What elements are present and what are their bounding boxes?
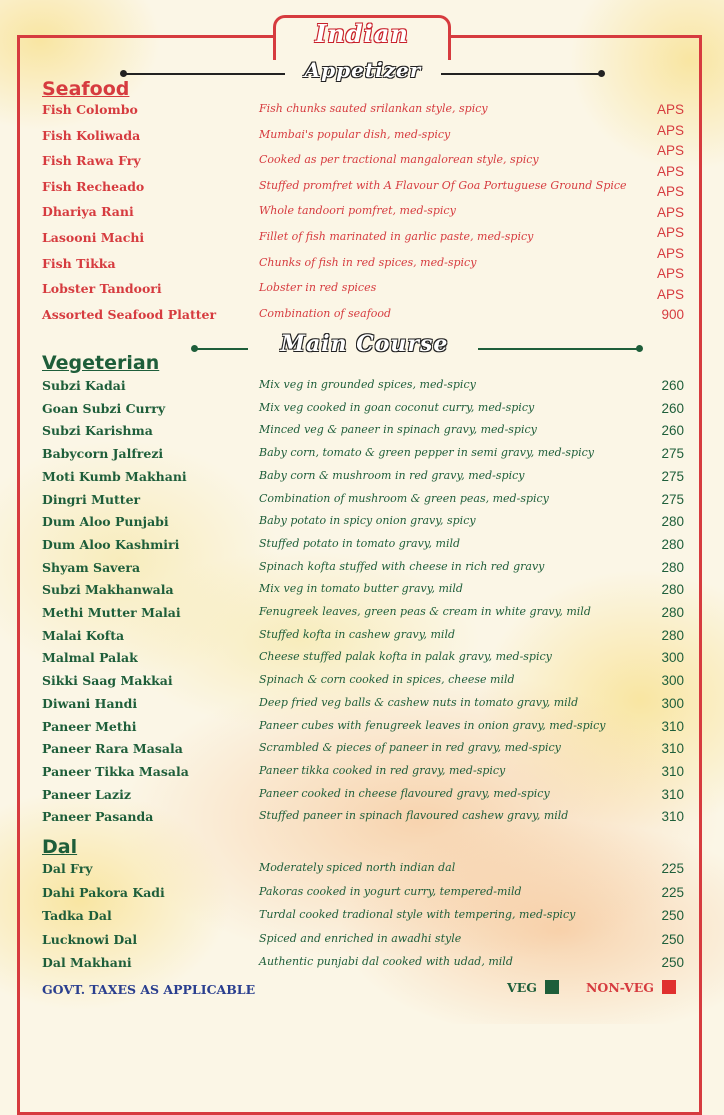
menu-item-price: 275 xyxy=(661,446,684,462)
seafood-price-aps: APS xyxy=(656,245,684,261)
menu-item-price: 300 xyxy=(661,695,684,711)
main-course-title: Main Course xyxy=(280,331,449,357)
divider-rule xyxy=(441,73,601,75)
menu-item-row xyxy=(0,204,724,226)
divider-dot xyxy=(598,70,605,77)
menu-item-price: 280 xyxy=(661,627,684,643)
menu-item-row xyxy=(0,492,724,514)
menu-item-name: Paneer Laziz xyxy=(42,786,131,802)
taxes-note: GOVT. TAXES AS APPLICABLE xyxy=(42,982,256,997)
menu-item-price: 310 xyxy=(661,786,684,802)
menu-item-name: Moti Kumb Makhani xyxy=(42,468,187,484)
menu-title: Indian xyxy=(315,19,409,48)
menu-item-description: Minced veg & paneer in spinach gravy, med-spicy xyxy=(259,423,537,437)
menu-item-description: Spinach kofta stuffed with cheese in rich red gravy xyxy=(259,559,545,573)
menu-item-price: 900 xyxy=(661,306,684,322)
veg-square-icon xyxy=(545,980,559,994)
menu-item-price: 300 xyxy=(661,650,684,666)
menu-item-price: 275 xyxy=(661,491,684,507)
menu-item-price: 260 xyxy=(661,400,684,416)
menu-item-row xyxy=(0,307,724,329)
appetizer-title: Appetizer xyxy=(304,58,422,82)
menu-item-price: 260 xyxy=(661,378,684,393)
section-heading-vegetarian: Vegeterian xyxy=(42,352,160,374)
menu-item-row xyxy=(0,932,724,954)
divider-rule xyxy=(125,73,285,75)
menu-item-row xyxy=(0,378,724,400)
divider-dot xyxy=(636,345,643,352)
menu-item-price: 310 xyxy=(661,809,684,825)
menu-item-description: Paneer cubes with fenugreek leaves in onion gravy, med-spicy xyxy=(259,718,606,732)
menu-item-name: Subzi Makhanwala xyxy=(42,582,174,598)
menu-item-description: Stuffed promfret with A Flavour Of Goa Portuguese Ground Spice xyxy=(259,178,627,192)
menu-item-description: Mix veg cooked in goan coconut curry, med-spicy xyxy=(259,400,535,414)
menu-item-price: 280 xyxy=(661,559,684,575)
menu-item-name: Paneer Rara Masala xyxy=(42,741,183,757)
menu-item-row xyxy=(0,256,724,278)
menu-item-name: Fish Recheado xyxy=(42,178,145,194)
menu-item-price: 250 xyxy=(661,908,684,923)
menu-item-description: Combination of seafood xyxy=(259,306,392,320)
menu-item-price: 250 xyxy=(661,955,684,970)
menu-item-row xyxy=(0,230,724,252)
menu-item-row xyxy=(0,809,724,831)
menu-item-name: Shyam Savera xyxy=(42,559,141,575)
nonveg-square-icon xyxy=(662,980,676,994)
seafood-price-aps: APS xyxy=(656,184,684,199)
divider-rule xyxy=(196,348,248,350)
menu-item-name: Paneer Methi xyxy=(42,718,137,734)
seafood-price-aps: APS xyxy=(656,266,684,281)
menu-item-price: 250 xyxy=(661,931,684,947)
menu-item-name: Assorted Seafood Platter xyxy=(42,306,217,322)
menu-item-row xyxy=(0,719,724,741)
menu-item-description: Paneer tikka cooked in red gravy, med-spicy xyxy=(259,763,506,777)
menu-item-row xyxy=(0,560,724,582)
menu-item-description: Fillet of fish marinated in garlic paste, med-spicy xyxy=(259,230,534,243)
menu-item-description: Cheese stuffed palak kofta in palak gravy, med-spicy xyxy=(259,650,552,664)
menu-item-name: Fish Colombo xyxy=(42,102,138,117)
menu-item-price: 300 xyxy=(661,673,684,689)
veg-label: VEG xyxy=(507,980,537,995)
section-heading-seafood: Seafood xyxy=(42,78,130,100)
menu-item-row xyxy=(0,102,724,124)
menu-item-row xyxy=(0,605,724,627)
menu-item-description: Fenugreek leaves, green peas & cream in white gravy, mild xyxy=(259,605,591,618)
divider-rule xyxy=(478,348,638,350)
menu-item-row xyxy=(0,281,724,303)
menu-item-name: Tadka Dal xyxy=(42,908,112,923)
menu-item-name: Dum Aloo Punjabi xyxy=(42,514,169,530)
menu-item-row xyxy=(0,128,724,150)
nonveg-legend xyxy=(586,980,676,995)
menu-item-price: 310 xyxy=(661,741,684,757)
menu-item-name: Fish Koliwada xyxy=(42,127,141,143)
menu-item-description: Chunks of fish in red spices, med-spicy xyxy=(259,255,477,269)
menu-item-description: Authentic punjabi dal cooked with udad, mild xyxy=(259,955,513,968)
menu-item-name: Lucknowi Dal xyxy=(42,931,138,947)
menu-item-description: Stuffed paneer in spinach flavoured cashew gravy, mild xyxy=(259,809,569,823)
menu-item-description: Paneer cooked in cheese flavoured gravy, med-spicy xyxy=(259,786,550,800)
menu-item-name: Malai Kofta xyxy=(42,627,125,643)
menu-item-row xyxy=(0,514,724,536)
nonveg-label: NON-VEG xyxy=(586,980,654,995)
menu-item-description: Scrambled & pieces of paneer in red gravy, med-spicy xyxy=(259,741,561,755)
seafood-price-aps: APS xyxy=(656,122,684,138)
menu-item-row xyxy=(0,582,724,604)
menu-item-description: Moderately spiced north indian dal xyxy=(259,861,456,874)
menu-item-name: Subzi Karishma xyxy=(42,423,153,439)
menu-item-name: Dhariya Rani xyxy=(42,204,134,220)
menu-item-description: Baby corn & mushroom in red gravy, med-spicy xyxy=(259,468,525,482)
menu-item-row xyxy=(0,469,724,491)
seafood-price-aps: APS xyxy=(656,143,684,158)
menu-item-row xyxy=(0,650,724,672)
menu-item-row xyxy=(0,885,724,907)
section-heading-dal: Dal xyxy=(42,836,78,858)
menu-item-price: 280 xyxy=(661,582,684,598)
menu-item-row xyxy=(0,908,724,930)
menu-item-name: Paneer Tikka Masala xyxy=(42,763,189,779)
menu-item-name: Sikki Saag Makkai xyxy=(42,673,173,689)
menu-item-description: Lobster in red spices xyxy=(259,281,377,295)
menu-item-description: Fish chunks sauted srilankan style, spicy xyxy=(259,102,488,115)
menu-item-price: 225 xyxy=(661,884,684,900)
menu-item-description: Baby potato in spicy onion gravy, spicy xyxy=(259,514,476,528)
menu-item-name: Subzi Kadai xyxy=(42,378,126,393)
menu-item-row xyxy=(0,787,724,809)
veg-legend xyxy=(507,980,559,995)
menu-item-name: Diwani Handi xyxy=(42,695,138,711)
menu-item-row xyxy=(0,179,724,201)
menu-item-name: Paneer Pasanda xyxy=(42,809,154,825)
menu-item-description: Combination of mushroom & green peas, med-spicy xyxy=(259,491,549,505)
menu-item-row xyxy=(0,673,724,695)
menu-item-name: Fish Tikka xyxy=(42,255,116,271)
menu-item-description: Deep fried veg balls & cashew nuts in tomato gravy, mild xyxy=(259,695,579,709)
seafood-price-aps: APS xyxy=(656,163,684,179)
menu-item-description: Pakoras cooked in yogurt curry, tempered-mild xyxy=(259,884,522,898)
seafood-price-aps: APS xyxy=(656,286,684,302)
seafood-price-aps: APS xyxy=(656,225,684,240)
menu-item-description: Turdal cooked tradional style with tempering, med-spicy xyxy=(259,908,576,921)
menu-item-description: Spiced and enriched in awadhi style xyxy=(259,931,462,945)
menu-item-price: 280 xyxy=(661,605,684,620)
menu-item-name: Dingri Mutter xyxy=(42,491,141,507)
menu-item-description: Stuffed kofta in cashew gravy, mild xyxy=(259,627,456,641)
menu-item-row xyxy=(0,861,724,883)
seafood-price-aps: APS xyxy=(656,204,684,220)
menu-item-row xyxy=(0,764,724,786)
menu-item-description: Mix veg in grounded spices, med-spicy xyxy=(259,378,476,391)
menu-item-price: 225 xyxy=(661,861,684,876)
menu-item-row xyxy=(0,401,724,423)
menu-item-name: Dum Aloo Kashmiri xyxy=(42,536,180,552)
menu-item-row xyxy=(0,537,724,559)
menu-item-description: Baby corn, tomato & green pepper in semi gravy, med-spicy xyxy=(259,446,594,460)
menu-item-description: Mix veg in tomato butter gravy, mild xyxy=(259,582,463,596)
menu-item-row xyxy=(0,446,724,468)
menu-item-name: Fish Rawa Fry xyxy=(42,153,141,169)
menu-item-row xyxy=(0,153,724,175)
menu-item-price: 260 xyxy=(661,423,684,439)
menu-item-price: 310 xyxy=(661,718,684,734)
menu-item-price: 275 xyxy=(661,468,684,484)
menu-item-description: Cooked as per tractional mangalorean style, spicy xyxy=(259,153,539,167)
menu-item-row xyxy=(0,628,724,650)
menu-item-price: 280 xyxy=(661,514,684,530)
menu-item-description: Whole tandoori pomfret, med-spicy xyxy=(259,204,456,218)
menu-item-description: Stuffed potato in tomato gravy, mild xyxy=(259,536,461,550)
menu-item-name: Babycorn Jalfrezi xyxy=(42,446,164,462)
menu-item-description: Mumbai's popular dish, med-spicy xyxy=(259,127,451,141)
menu-item-name: Lasooni Machi xyxy=(42,230,145,245)
menu-item-price: 280 xyxy=(661,536,684,552)
menu-item-row xyxy=(0,955,724,977)
menu-item-name: Goan Subzi Curry xyxy=(42,400,166,416)
menu-item-row xyxy=(0,696,724,718)
menu-item-name: Dahi Pakora Kadi xyxy=(42,884,165,900)
menu-item-row xyxy=(0,423,724,445)
menu-item-name: Dal Fry xyxy=(42,861,93,876)
menu-item-name: Malmal Palak xyxy=(42,650,138,666)
menu-item-name: Lobster Tandoori xyxy=(42,281,162,297)
menu-item-name: Dal Makhani xyxy=(42,955,132,970)
seafood-price-aps: APS xyxy=(656,102,684,117)
menu-item-description: Spinach & corn cooked in spices, cheese mild xyxy=(259,673,515,687)
menu-item-row xyxy=(0,741,724,763)
menu-item-name: Methi Mutter Malai xyxy=(42,605,181,620)
menu-item-price: 310 xyxy=(661,763,684,779)
